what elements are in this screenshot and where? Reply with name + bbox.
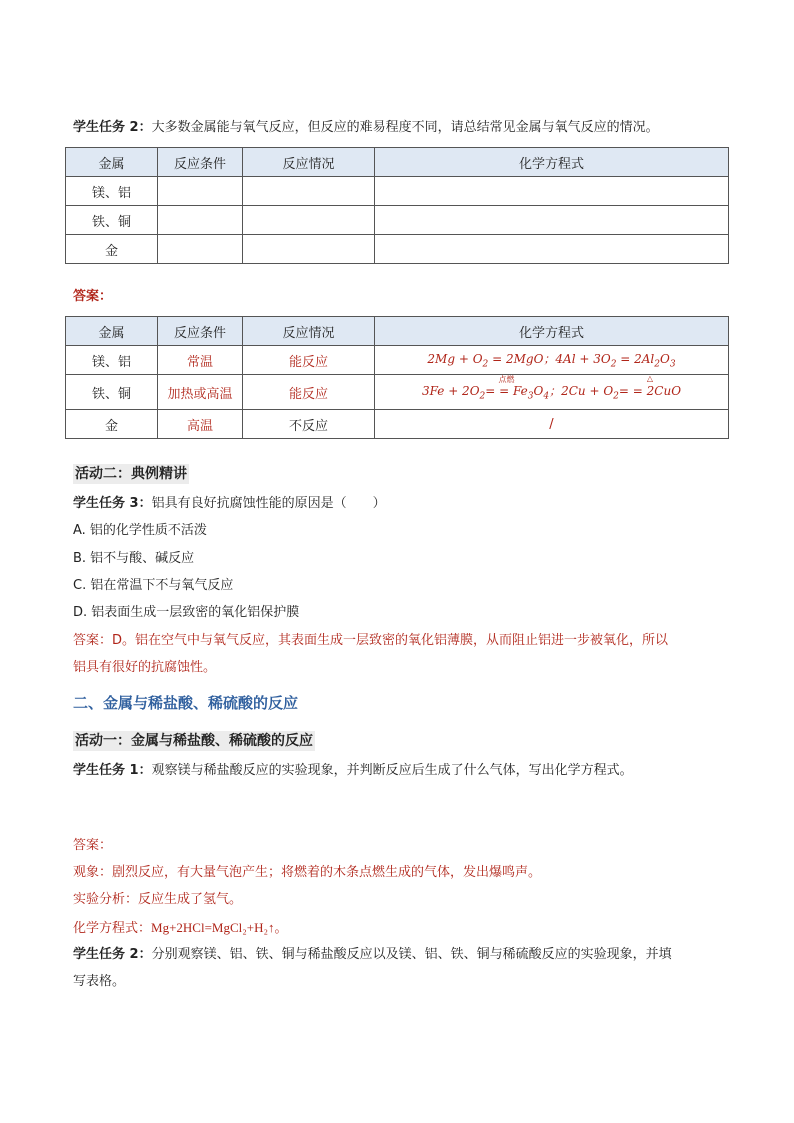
cell-blank	[375, 206, 729, 235]
cell-blank	[243, 177, 375, 206]
table-header-row	[66, 317, 729, 346]
cell-metal: 镁、铝	[66, 346, 158, 375]
task3-question	[73, 494, 386, 514]
task3-label: 学生任务 3：	[73, 496, 152, 511]
cell-blank	[375, 235, 729, 264]
blank-metal-oxygen-table	[65, 147, 729, 264]
table-row	[66, 375, 729, 410]
equation-text: Mg+2HCl=MgCl₂+H₂↑。	[151, 920, 288, 935]
task1-text: 观察镁与稀盐酸反应的实验现象，并判断反应后生成了什么气体，写出化学方程式。	[151, 763, 633, 778]
task3-answer-line2: 铝具有很好的抗腐蚀性。	[73, 660, 217, 675]
table-row	[66, 177, 729, 206]
answer2-label: 答案：	[73, 838, 113, 853]
option-b: B. 铝不与酸、碱反应	[73, 551, 195, 566]
header-result: 反应情况	[243, 317, 375, 346]
cell-blank	[158, 177, 243, 206]
option-d: D. 铝表面生成一层致密的氧化铝保护膜	[73, 605, 300, 620]
activity2-title: 活动二：典例精讲	[75, 466, 187, 482]
cell-result: 不反应	[243, 410, 375, 439]
activity2-heading	[73, 464, 189, 485]
task2-label: 学生任务 2：	[73, 120, 152, 135]
option-a: A. 铝的化学性质不活泼	[73, 523, 207, 538]
cell-condition: 高温	[158, 410, 243, 439]
table-row	[66, 206, 729, 235]
cell-blank	[158, 206, 243, 235]
answer2-equation-line	[73, 918, 288, 939]
cell-blank	[158, 235, 243, 264]
task2b-paragraph-line2: 写表格。	[73, 974, 126, 989]
cell-equation: /	[375, 410, 729, 439]
cell-blank	[375, 177, 729, 206]
header-result: 反应情况	[243, 148, 375, 177]
table-header-row	[66, 148, 729, 177]
task1-label: 学生任务 1：	[73, 763, 152, 778]
cell-blank	[243, 206, 375, 235]
cell-metal: 铁、铜	[66, 206, 158, 235]
answer-label: 答案：	[73, 289, 113, 304]
ignite-mark: 点燃	[498, 375, 515, 385]
section2-title: 二、金属与稀盐酸、稀硫酸的反应	[73, 694, 299, 712]
heat-mark: △	[646, 374, 654, 384]
header-condition: 反应条件	[158, 148, 243, 177]
cell-condition: 加热或高温	[158, 375, 243, 410]
table-row	[66, 235, 729, 264]
task3-text: 铝具有良好抗腐蚀性能的原因是（ ）	[151, 496, 386, 511]
task2b-paragraph-line1	[73, 945, 672, 965]
activity1-heading	[73, 731, 315, 752]
equation-mg-al: $2Mg + O_2 = 2MgO$；$4Al + 3O_2 = 2Al_2O_3$	[427, 352, 676, 370]
header-equation: 化学方程式	[375, 317, 729, 346]
header-equation: 化学方程式	[375, 148, 729, 177]
header-metal: 金属	[66, 317, 158, 346]
header-metal: 金属	[66, 148, 158, 177]
cell-condition: 常温	[158, 346, 243, 375]
equation-label: 化学方程式：	[73, 921, 152, 936]
cell-equation	[375, 375, 729, 410]
task1-paragraph	[73, 761, 633, 781]
answer2-analysis: 实验分析：反应生成了氢气。	[73, 892, 243, 907]
task2-text: 大多数金属能与氧气反应，但反应的难易程度不同，请总结常见金属与氧气反应的情况。	[151, 120, 659, 135]
cell-metal: 金	[66, 235, 158, 264]
cell-metal: 金	[66, 410, 158, 439]
task2b-text: 分别观察镁、铝、铁、铜与稀盐酸反应以及镁、铝、铁、铜与稀硫酸反应的实验现象，并填	[151, 947, 672, 962]
cell-result: 能反应	[243, 346, 375, 375]
table-row	[66, 410, 729, 439]
activity1-title: 活动一：金属与稀盐酸、稀硫酸的反应	[75, 733, 313, 749]
table-row	[66, 346, 729, 375]
task3-answer-line1: 答案：D。铝在空气中与氧气反应，其表面生成一层致密的氧化铝薄膜，从而阻止铝进一步被氧化，所以	[73, 633, 669, 648]
cell-metal: 镁、铝	[66, 177, 158, 206]
equation-fe-cu: $3Fe + 2O_2$ 点燃 = = $Fe_3O_4$；$2Cu + O_2$ △ = = 2CuO	[421, 374, 682, 402]
task2b-label: 学生任务 2：	[73, 947, 152, 962]
cell-blank	[243, 235, 375, 264]
answer2-observation: 观象：剧烈反应，有大量气泡产生；将燃着的木条点燃生成的气体，发出爆鸣声。	[73, 865, 542, 880]
task2-paragraph	[73, 118, 659, 138]
cell-equation	[375, 346, 729, 375]
option-c: C. 铝在常温下不与氧气反应	[73, 578, 234, 593]
cell-result: 能反应	[243, 375, 375, 410]
cell-metal: 铁、铜	[66, 375, 158, 410]
header-condition: 反应条件	[158, 317, 243, 346]
answer-metal-oxygen-table	[65, 316, 729, 439]
